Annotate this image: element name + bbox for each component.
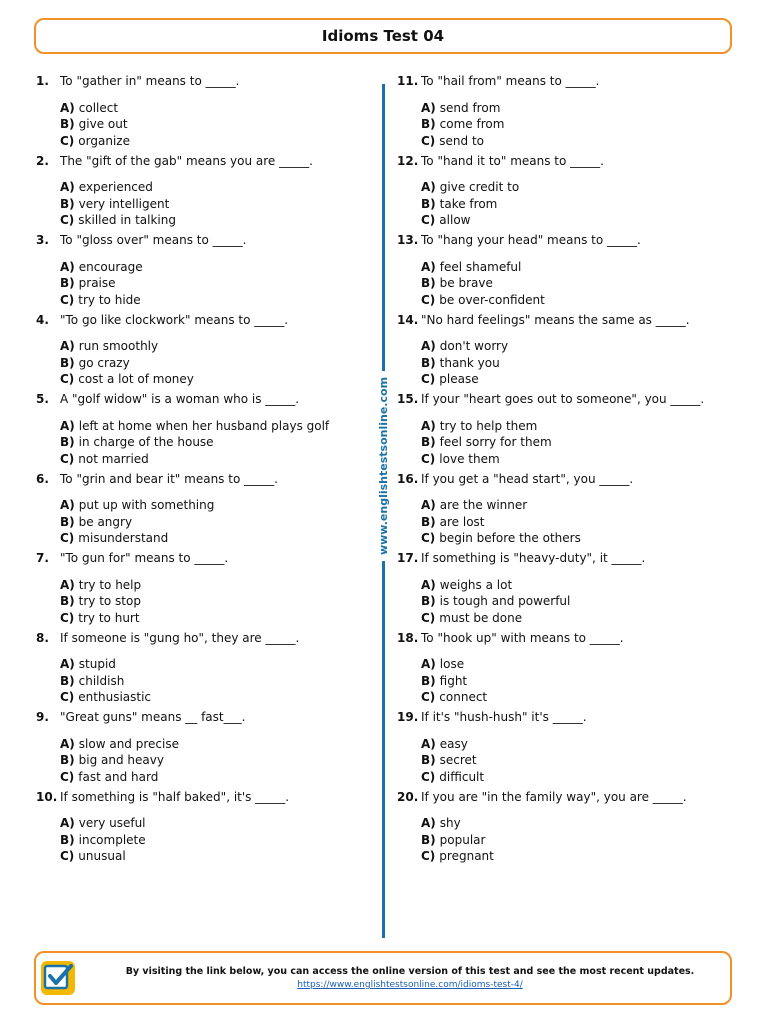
option-letter: A) bbox=[421, 100, 436, 115]
question-number: 17. bbox=[397, 551, 419, 565]
option bbox=[60, 514, 376, 531]
option-letter: C) bbox=[60, 451, 75, 466]
option-text: lose bbox=[439, 657, 465, 671]
option-letter: B) bbox=[421, 753, 436, 767]
option-letter: C) bbox=[60, 690, 75, 704]
option-text: come from bbox=[439, 117, 505, 131]
question bbox=[36, 312, 376, 392]
option bbox=[421, 451, 737, 468]
right-column bbox=[397, 73, 737, 868]
option-text: fast and hard bbox=[78, 769, 159, 784]
option-text: pregnant bbox=[439, 849, 494, 863]
option-letter: B) bbox=[60, 276, 75, 290]
question-number: 12. bbox=[397, 153, 419, 168]
option-letter: A) bbox=[60, 180, 75, 194]
option-text: stupid bbox=[78, 657, 116, 671]
option-text: left at home when her husband plays golf bbox=[78, 418, 330, 433]
question bbox=[36, 709, 376, 789]
question-text: To "hook up" with means to _____. bbox=[421, 630, 624, 645]
option-letter: C) bbox=[421, 451, 436, 466]
option-text: are the winner bbox=[439, 498, 528, 512]
option-letter: C) bbox=[421, 133, 436, 148]
question-number: 2. bbox=[36, 153, 49, 168]
option-letter: C) bbox=[421, 849, 436, 863]
option bbox=[421, 530, 737, 547]
option bbox=[60, 100, 376, 117]
question-text: "Great guns" means __ fast___. bbox=[60, 710, 246, 724]
option-text: please bbox=[439, 372, 479, 386]
option bbox=[60, 418, 376, 435]
question bbox=[36, 630, 376, 710]
option-text: feel sorry for them bbox=[439, 435, 552, 449]
option-text: very useful bbox=[78, 816, 146, 830]
question-number: 5. bbox=[36, 392, 49, 406]
option bbox=[421, 752, 737, 769]
option-letter: C) bbox=[60, 849, 75, 863]
option-letter: B) bbox=[60, 435, 75, 449]
option-text: misunderstand bbox=[78, 531, 169, 545]
question bbox=[397, 630, 737, 710]
option bbox=[421, 100, 737, 117]
question bbox=[36, 232, 376, 312]
question-text: To "hand it to" means to _____. bbox=[421, 153, 604, 168]
option-text: organize bbox=[78, 133, 130, 148]
option-letter: A) bbox=[421, 180, 436, 194]
option bbox=[421, 259, 737, 276]
option-letter: C) bbox=[421, 292, 436, 307]
question bbox=[397, 550, 737, 630]
question-text: "No hard feelings" means the same as _____. bbox=[421, 312, 690, 327]
option bbox=[60, 434, 376, 451]
option bbox=[60, 530, 376, 547]
option-letter: A) bbox=[60, 816, 75, 830]
option-letter: A) bbox=[60, 418, 75, 433]
option bbox=[60, 292, 376, 309]
option-text: put up with something bbox=[78, 498, 215, 512]
question bbox=[36, 789, 376, 869]
option-letter: A) bbox=[421, 577, 436, 592]
option bbox=[421, 497, 737, 514]
option-text: easy bbox=[439, 736, 468, 751]
left-column bbox=[36, 73, 376, 868]
option-text: weighs a lot bbox=[439, 577, 513, 592]
option-letter: A) bbox=[421, 259, 436, 274]
option bbox=[60, 259, 376, 276]
option-letter: C) bbox=[60, 372, 75, 386]
option-text: big and heavy bbox=[78, 753, 164, 767]
question-text: To "hang your head" means to _____. bbox=[421, 233, 641, 247]
checkbox-icon bbox=[41, 961, 75, 995]
option-text: be brave bbox=[439, 276, 493, 290]
option-letter: A) bbox=[421, 498, 436, 512]
option-text: difficult bbox=[439, 769, 485, 784]
option-letter: B) bbox=[60, 514, 75, 529]
option-text: shy bbox=[439, 816, 461, 830]
question-number: 15. bbox=[397, 392, 419, 406]
option-letter: C) bbox=[421, 213, 436, 227]
option-text: secret bbox=[439, 753, 477, 767]
question-text: If you get a "head start", you _____. bbox=[421, 471, 634, 486]
option-letter: A) bbox=[421, 816, 436, 830]
option-text: try to hurt bbox=[78, 610, 140, 625]
option-text: collect bbox=[78, 100, 119, 115]
option-text: give out bbox=[78, 117, 128, 131]
question-number: 10. bbox=[36, 789, 58, 804]
question-text: To "gloss over" means to _____. bbox=[60, 233, 247, 247]
option-text: skilled in talking bbox=[78, 213, 176, 227]
option-letter: A) bbox=[421, 339, 436, 353]
option bbox=[421, 769, 737, 786]
question-text: The "gift of the gab" means you are _____. bbox=[60, 153, 313, 168]
question bbox=[397, 232, 737, 312]
option bbox=[421, 434, 737, 451]
site-watermark: www.englishtestsonline.com bbox=[377, 371, 391, 561]
option-text: send from bbox=[439, 100, 501, 115]
question-text: A "golf widow" is a woman who is _____. bbox=[60, 392, 300, 406]
option-text: allow bbox=[439, 213, 471, 227]
option-text: unusual bbox=[78, 849, 126, 863]
option bbox=[60, 196, 376, 213]
option-text: begin before the others bbox=[439, 531, 581, 545]
option bbox=[421, 116, 737, 133]
option-text: thank you bbox=[439, 355, 500, 370]
option bbox=[421, 371, 737, 388]
question bbox=[397, 471, 737, 551]
option-text: is tough and powerful bbox=[439, 594, 571, 608]
option bbox=[60, 179, 376, 196]
question-text: If someone is "gung ho", they are _____. bbox=[60, 630, 300, 645]
question-number: 11. bbox=[397, 74, 419, 88]
option-letter: A) bbox=[421, 736, 436, 751]
question bbox=[36, 550, 376, 630]
option-letter: A) bbox=[60, 100, 75, 115]
question-text: "To gun for" means to _____. bbox=[60, 551, 229, 565]
option bbox=[60, 133, 376, 150]
option-letter: A) bbox=[421, 657, 436, 671]
option-letter: B) bbox=[421, 673, 436, 688]
option-text: not married bbox=[78, 451, 149, 466]
question bbox=[397, 73, 737, 153]
option-text: try to hide bbox=[78, 292, 141, 307]
question-text: If your "heart goes out to someone", you _____. bbox=[421, 392, 705, 406]
option-text: in charge of the house bbox=[78, 435, 214, 449]
question-number: 4. bbox=[36, 312, 49, 327]
option bbox=[60, 689, 376, 706]
option-letter: C) bbox=[60, 133, 75, 148]
option-text: don't worry bbox=[439, 339, 509, 353]
option bbox=[421, 514, 737, 531]
option-text: incomplete bbox=[78, 832, 146, 847]
online-test-link[interactable]: https://www.englishtestsonline.com/idioms-test-4/ bbox=[297, 980, 523, 990]
option bbox=[421, 338, 737, 355]
option-text: try to stop bbox=[78, 594, 141, 608]
option bbox=[421, 848, 737, 865]
option-text: send to bbox=[439, 133, 485, 148]
question-text: If it's "hush-hush" it's _____. bbox=[421, 710, 587, 724]
question bbox=[397, 312, 737, 392]
question bbox=[36, 153, 376, 233]
option bbox=[60, 497, 376, 514]
question-text: To "grin and bear it" means to _____. bbox=[60, 471, 278, 486]
option-letter: A) bbox=[60, 657, 75, 671]
option bbox=[421, 689, 737, 706]
option bbox=[421, 593, 737, 610]
question-text: "To go like clockwork" means to _____. bbox=[60, 312, 289, 327]
option-letter: B) bbox=[60, 832, 75, 847]
question-text: To "gather in" means to _____. bbox=[60, 74, 240, 88]
option-text: be angry bbox=[78, 514, 133, 529]
option-text: very intelligent bbox=[78, 196, 170, 211]
option bbox=[421, 292, 737, 309]
question-number: 19. bbox=[397, 710, 419, 724]
option-text: try to help bbox=[78, 577, 142, 592]
option-letter: A) bbox=[60, 498, 75, 512]
option bbox=[60, 275, 376, 292]
option bbox=[60, 832, 376, 849]
option-text: enthusiastic bbox=[78, 690, 152, 704]
option-letter: C) bbox=[421, 690, 436, 704]
option-text: give credit to bbox=[439, 180, 520, 194]
question-text: If something is "heavy-duty", it _____. bbox=[421, 551, 646, 565]
option bbox=[60, 673, 376, 690]
footer-text: By visiting the link below, you can access the online version of this test and see the most recent updates. bbox=[125, 966, 695, 977]
option-letter: B) bbox=[421, 832, 436, 847]
option bbox=[60, 610, 376, 627]
option bbox=[60, 451, 376, 468]
option bbox=[421, 577, 737, 594]
question bbox=[397, 153, 737, 233]
question-number: 3. bbox=[36, 233, 49, 247]
option-letter: C) bbox=[60, 610, 75, 625]
option bbox=[60, 593, 376, 610]
option-text: childish bbox=[78, 673, 125, 688]
option-letter: B) bbox=[421, 117, 436, 131]
option-text: are lost bbox=[439, 514, 485, 529]
title-box bbox=[34, 18, 732, 54]
option-letter: B) bbox=[60, 673, 75, 688]
option-text: run smoothly bbox=[78, 339, 159, 353]
question-text: If you are "in the family way", you are _____. bbox=[421, 789, 687, 804]
question bbox=[397, 391, 737, 471]
option-text: praise bbox=[78, 276, 116, 290]
option-letter: B) bbox=[421, 435, 436, 449]
option bbox=[421, 610, 737, 627]
option bbox=[421, 133, 737, 150]
option-letter: C) bbox=[60, 292, 75, 307]
option-text: love them bbox=[439, 451, 500, 466]
question-text: If something is "half baked", it's _____. bbox=[60, 789, 290, 804]
option bbox=[421, 355, 737, 372]
option-letter: C) bbox=[60, 531, 75, 545]
option bbox=[60, 371, 376, 388]
question bbox=[36, 471, 376, 551]
option bbox=[60, 212, 376, 229]
question-number: 14. bbox=[397, 312, 419, 327]
option bbox=[421, 736, 737, 753]
option-letter: B) bbox=[60, 355, 75, 370]
question-number: 16. bbox=[397, 471, 419, 486]
option-text: cost a lot of money bbox=[78, 372, 194, 386]
option-letter: A) bbox=[60, 339, 75, 353]
option-letter: B) bbox=[421, 355, 436, 370]
question-number: 1. bbox=[36, 74, 49, 88]
option bbox=[60, 736, 376, 753]
option bbox=[421, 196, 737, 213]
option-letter: C) bbox=[421, 531, 436, 545]
option-text: slow and precise bbox=[78, 736, 179, 751]
option bbox=[421, 832, 737, 849]
option bbox=[421, 673, 737, 690]
question bbox=[397, 709, 737, 789]
question bbox=[36, 391, 376, 471]
question-number: 6. bbox=[36, 471, 49, 486]
option bbox=[60, 656, 376, 673]
option-text: feel shameful bbox=[439, 259, 522, 274]
option bbox=[421, 212, 737, 229]
option-text: go crazy bbox=[78, 355, 130, 370]
option bbox=[421, 275, 737, 292]
option-letter: B) bbox=[421, 594, 436, 608]
question-number: 20. bbox=[397, 789, 419, 804]
question-text: To "hail from" means to _____. bbox=[421, 74, 600, 88]
option-letter: B) bbox=[421, 514, 436, 529]
question-number: 13. bbox=[397, 233, 419, 247]
option bbox=[60, 355, 376, 372]
option bbox=[421, 179, 737, 196]
option-letter: B) bbox=[60, 196, 75, 211]
option-text: connect bbox=[439, 690, 488, 704]
option-letter: B) bbox=[421, 196, 436, 211]
option-text: experienced bbox=[78, 180, 153, 194]
option-letter: B) bbox=[60, 594, 75, 608]
option-letter: A) bbox=[60, 259, 75, 274]
option-letter: C) bbox=[421, 610, 436, 625]
option-letter: B) bbox=[421, 276, 436, 290]
option bbox=[60, 815, 376, 832]
option-letter: C) bbox=[60, 213, 75, 227]
option bbox=[421, 815, 737, 832]
question-number: 7. bbox=[36, 551, 49, 565]
option-letter: B) bbox=[60, 753, 75, 767]
footer-box bbox=[34, 951, 732, 1005]
option-text: fight bbox=[439, 673, 468, 688]
option bbox=[60, 577, 376, 594]
option-text: take from bbox=[439, 196, 498, 211]
option-text: encourage bbox=[78, 259, 143, 274]
question-number: 9. bbox=[36, 710, 49, 724]
option bbox=[60, 116, 376, 133]
option bbox=[421, 656, 737, 673]
question-number: 18. bbox=[397, 630, 419, 645]
option-text: popular bbox=[439, 832, 486, 847]
option-text: try to help them bbox=[439, 418, 538, 433]
option-letter: A) bbox=[60, 736, 75, 751]
option-letter: C) bbox=[421, 769, 436, 784]
option-letter: B) bbox=[60, 117, 75, 131]
question bbox=[36, 73, 376, 153]
option-letter: C) bbox=[421, 372, 436, 386]
option bbox=[60, 752, 376, 769]
option-letter: A) bbox=[421, 418, 436, 433]
page-title: Idioms Test 04 bbox=[321, 27, 445, 45]
option bbox=[421, 418, 737, 435]
option bbox=[60, 848, 376, 865]
question-number: 8. bbox=[36, 630, 49, 645]
option bbox=[60, 338, 376, 355]
option-letter: A) bbox=[60, 577, 75, 592]
option-text: be over-confident bbox=[439, 292, 545, 307]
option-letter: C) bbox=[60, 769, 75, 784]
option bbox=[60, 769, 376, 786]
option-text: must be done bbox=[439, 610, 523, 625]
question bbox=[397, 789, 737, 869]
